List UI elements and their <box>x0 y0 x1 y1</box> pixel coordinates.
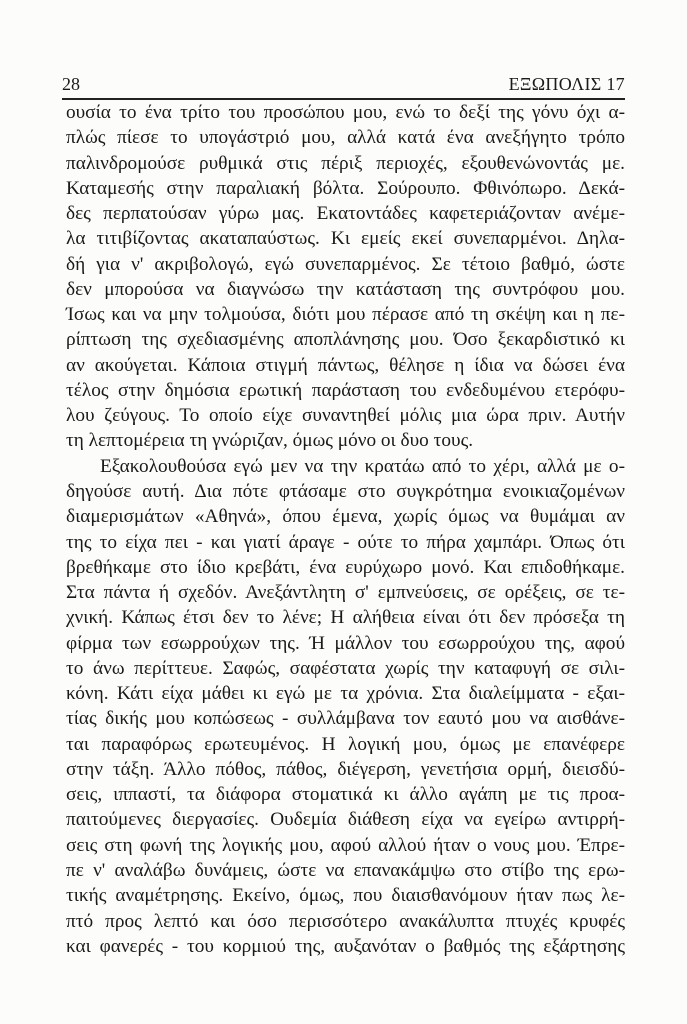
text-line: Καταμεσής στην παραλιακή βόλτα. Σούρουπο. Φθινόπωρο. Δεκά- <box>66 177 625 199</box>
page-body <box>66 100 625 959</box>
text-line: και φανερές - του κορμιού της, αυξανόταν ο βαθμός της εξάρτησης <box>66 935 625 957</box>
text-line: δή για ν' ακριβολογώ, εγώ συνεπαρμένος. Σε τέτοιο βαθμό, ώστε <box>66 253 625 275</box>
paragraph <box>66 100 625 454</box>
text-line: διαμερισμάτων «Αθηνά», όπου έμενα, χωρίς όμως να θυμάμαι αν <box>66 506 625 528</box>
page-number: 28 <box>62 74 80 94</box>
text-line: τίας δικής μου κοπώσεως - συλλάμβανα τον εαυτό μου να αισθάνε- <box>66 708 625 730</box>
paragraph <box>66 454 625 959</box>
text-line: αν ακούγεται. Κάποια στιγμή πάντως, θέλησε η ίδια να δώσει ένα <box>66 354 625 376</box>
text-line: Στα πάντα ή σχεδόν. Ανεξάντλητη σ' εμπνεύσεις, σε ορέξεις, σε τε- <box>66 582 625 604</box>
text-line: σεις, ιππαστί, τα διάφορα στοματικά κι άλλο αγάπη με τις προα- <box>66 784 625 806</box>
text-line: παιτούμενες διεργασίες. Ουδεμία διάθεση είχα να εγείρω αντιρρή- <box>66 809 625 831</box>
text-line: ται παραφόρως ερωτευμένος. Η λογική μου, όμως με επανέφερε <box>66 733 625 755</box>
text-line: πλώς πίεσε το υπογάστριό μου, αλλά κατά ένα ανεξήγητο τρόπο <box>66 127 625 149</box>
text-line: ρίπτωση της σχεδιασμένης αποπλάνησης μου. Όσο ξεκαρδιστικό κι <box>66 329 625 351</box>
text-line: δες περπατούσαν γύρω μας. Εκατοντάδες καφετεριάζονταν ανέμε- <box>66 203 625 225</box>
text-line: βρεθήκαμε στο ίδιο κρεβάτι, ένα ευρύχωρο μονό. Και επιδοθήκαμε. <box>66 556 625 578</box>
text-line: ουσία το ένα τρίτο του προσώπου μου, ενώ το δεξί της γόνυ όχι α- <box>66 102 625 123</box>
text-line: τη λεπτομέρεια τη γνώριζαν, όμως μόνο οι δυο τους. <box>66 430 474 452</box>
text-line: κόνη. Κάτι είχα μάθει κι εγώ με τα χρόνια. Στα διαλείμματα - εξαι- <box>66 683 625 705</box>
text-line: λα τιτιβίζοντας ακαταπαύστως. Κι εμείς εκεί συνεπαρμένοι. Δηλα- <box>66 228 625 250</box>
text-line: Εξακολουθούσα εγώ μεν να την κρατάω από το χέρι, αλλά με ο- <box>100 455 625 477</box>
running-header <box>62 72 625 100</box>
text-line: Ίσως και να μην τολμούσα, διότι μου πέρασε από τη σκέψη και η πε- <box>66 304 625 326</box>
text-line: τικής αναμέτρησης. Εκείνο, όμως, που διαισθανόμουν ήταν πως λε- <box>66 885 625 907</box>
text-line: χνική. Κάπως έτσι δεν το λένε; Η αλήθεια είναι ότι δεν πρόσεξα τη <box>66 607 625 629</box>
text-line: δεν μπορούσα να διαγνώσω την κατάσταση της συντρόφου μου. <box>66 278 625 300</box>
text-line: στην τάξη. Άλλο πόθος, πάθος, διέγερση, γενετήσια ορμή, διεισδύ- <box>66 758 625 780</box>
text-line: πτό προς λεπτό και όσο περισσότερο ανακάλυπτα πτυχές κρυφές <box>66 910 625 932</box>
running-title: ΕΞΩΠΟΛΙΣ 17 <box>508 74 625 94</box>
text-line: παλινδρομούσε ρυθμικά στις πέριξ περιοχές, εξουθενώνοντάς με. <box>66 152 625 174</box>
text-line: της το είχα πει - και γιατί άραγε - ούτε το πήρα χαμπάρι. Όπως ότι <box>66 531 625 553</box>
text-line: το άνω περίττευε. Σαφώς, σαφέστατα χωρίς την καταφυγή σε σιλι- <box>66 657 625 679</box>
text-line: πε ν' αναλάβω δυνάμεις, ώστε να επανακάμψω στο στίβο της ερω- <box>66 859 625 881</box>
text-line: τέλος στην δημόσια ερωτική παράσταση του ενδεδυμένου ετερόφυ- <box>66 379 625 401</box>
text-line: σεις στη φωνή της λογικής μου, αφού αλλού ήταν ο νους μου. Έπρε- <box>66 834 625 856</box>
text-line: δηγούσε αυτή. Δια πότε φτάσαμε στο συγκρότημα ενοικιαζομένων <box>66 480 625 502</box>
text-line: λου ζεύγους. Το οποίο είχε συναντηθεί μόλις μια ώρα πριν. Αυτήν <box>66 405 625 427</box>
text-line: φίρμα των εσωρρούχων της. Ή μάλλον του εσωρρούχου της, αφού <box>66 632 625 654</box>
